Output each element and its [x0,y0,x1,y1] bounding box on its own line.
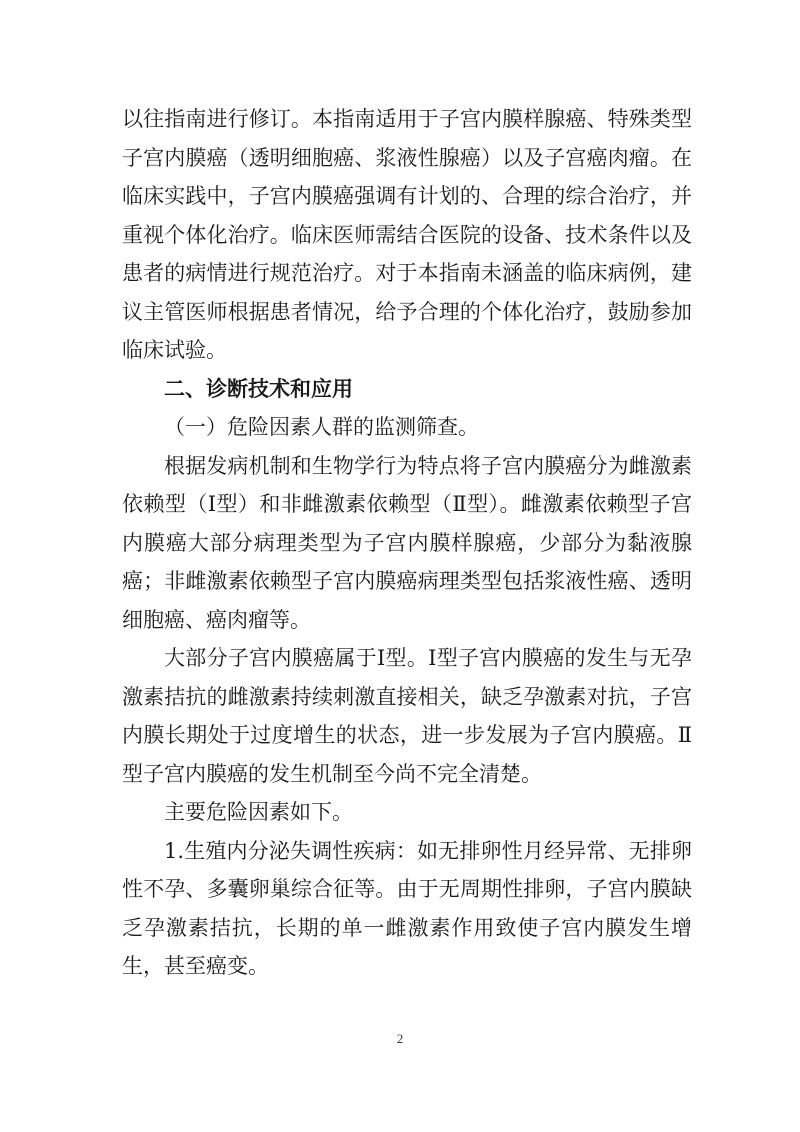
paragraph-risk-factor-one: 1.生殖内分泌失调性疾病：如无排卵性月经异常、无排卵性不孕、多囊卵巢综合征等。由于无周期性排卵，子宫内膜缺乏孕激素拮抗，长期的单一雌激素作用致使子宫内膜发生增生，甚至癌变。 [122,838,692,978]
page-number: 2 [396,1031,404,1046]
page-content [122,100,692,986]
paragraph-risk-factors-intro: 主要危险因素如下。 [164,800,353,824]
paragraph-classification: 根据发病机制和生物学行为特点将子宫内膜癌分为雌激素依赖型（Ⅰ型）和非雌激素依赖型（Ⅱ型）。雌激素依赖型子宫内膜癌大部分病理类型为子宫内膜样腺癌，少部分为黏液腺癌；非雌激素依赖型子宫内膜癌病理类型包括浆液性癌、透明细胞癌、癌肉瘤等。 [122,453,692,632]
section-heading-diagnosis: 二、诊断技术和应用 [164,376,353,401]
subsection-heading-screening: （一）危险因素人群的监测筛查。 [164,415,479,439]
paragraph-type-one: 大部分子宫内膜癌属于Ⅰ型。Ⅰ型子宫内膜癌的发生与无孕激素拮抗的雌激素持续刺激直接相关，缺乏孕激素对抗，子宫内膜长期处于过度增生的状态，进一步发展为子宫内膜癌。Ⅱ型子宫内膜癌的发生机制至今尚不完全清楚。 [122,646,692,786]
paragraph-continuation: 以往指南进行修订。本指南适用于子宫内膜样腺癌、特殊类型子宫内膜癌（透明细胞癌、浆液性腺癌）以及子宫癌肉瘤。在临床实践中，子宫内膜癌强调有计划的、合理的综合治疗，并重视个体化治疗。临床医师需结合医院的设备、技术条件以及患者的病情进行规范治疗。对于本指南未涵盖的临床病例，建议主管医师根据患者情况，给予合理的个体化治疗，鼓励参加临床试验。 [122,107,692,362]
